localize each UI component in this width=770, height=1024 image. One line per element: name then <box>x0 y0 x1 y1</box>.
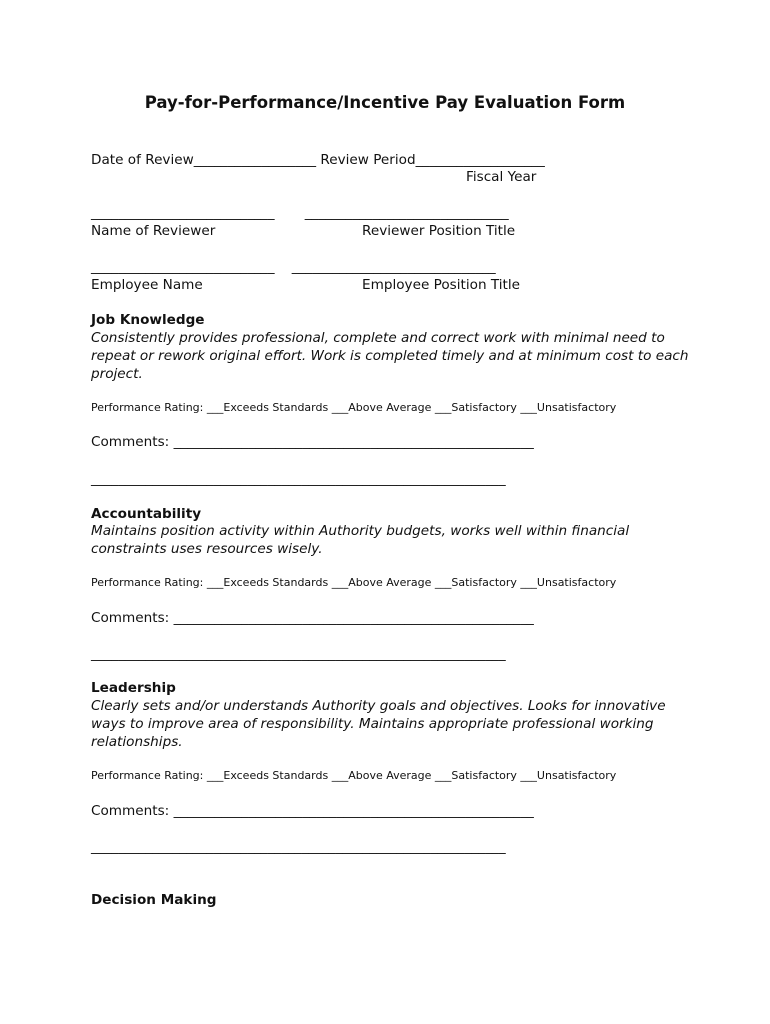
date-review-period-line: Date of Review__________________ Review Period___________________ <box>91 152 545 168</box>
employee-signature-lines: ___________________________ ______________________________ <box>91 259 496 275</box>
section-heading: Accountability <box>91 506 202 522</box>
fiscal-year-label: Fiscal Year <box>466 169 537 185</box>
name-of-reviewer-label: Name of Reviewer <box>91 223 216 239</box>
reviewer-position-title-label: Reviewer Position Title <box>362 223 516 239</box>
section-heading: Job Knowledge <box>91 312 205 328</box>
form-title: Pay-for-Performance/Incentive Pay Evaluation Form <box>144 93 626 112</box>
performance-rating-line: Performance Rating: ___Exceeds Standards ___Above Average ___Satisfactory ___Unsatisfactory <box>91 576 617 589</box>
reviewer-signature-lines: ___________________________ ______________________________ <box>91 205 509 221</box>
section-heading: Leadership <box>91 680 176 696</box>
performance-rating-line: Performance Rating: ___Exceeds Standards ___Above Average ___Satisfactory ___Unsatisfactory <box>91 769 617 782</box>
comments-continuation-line: _____________________________________________________________ <box>91 471 506 487</box>
employee-position-title-label: Employee Position Title <box>362 277 521 293</box>
employee-name-label: Employee Name <box>91 277 203 293</box>
comments-line: Comments: _____________________________________________________ <box>91 610 534 626</box>
section-heading: Decision Making <box>91 892 217 908</box>
section-description: Maintains position activity within Authority budgets, works well within financial constraints uses resources wisely. <box>91 523 630 557</box>
comments-line: Comments: _____________________________________________________ <box>91 803 534 819</box>
performance-rating-line: Performance Rating: ___Exceeds Standards ___Above Average ___Satisfactory ___Unsatisfactory <box>91 401 617 414</box>
comments-continuation-line: _____________________________________________________________ <box>91 839 506 855</box>
comments-continuation-line: _____________________________________________________________ <box>91 646 506 662</box>
section-description: Consistently provides professional, complete and correct work with minimal need to repeat or rework original effort. Work is completed timely and at minimum cost to each project. <box>91 330 689 382</box>
comments-line: Comments: _____________________________________________________ <box>91 434 534 450</box>
section-description: Clearly sets and/or understands Authority goals and objectives. Looks for innovative ways to improve area of responsibility. Maintains appropriate professional working relationships. <box>91 698 666 750</box>
